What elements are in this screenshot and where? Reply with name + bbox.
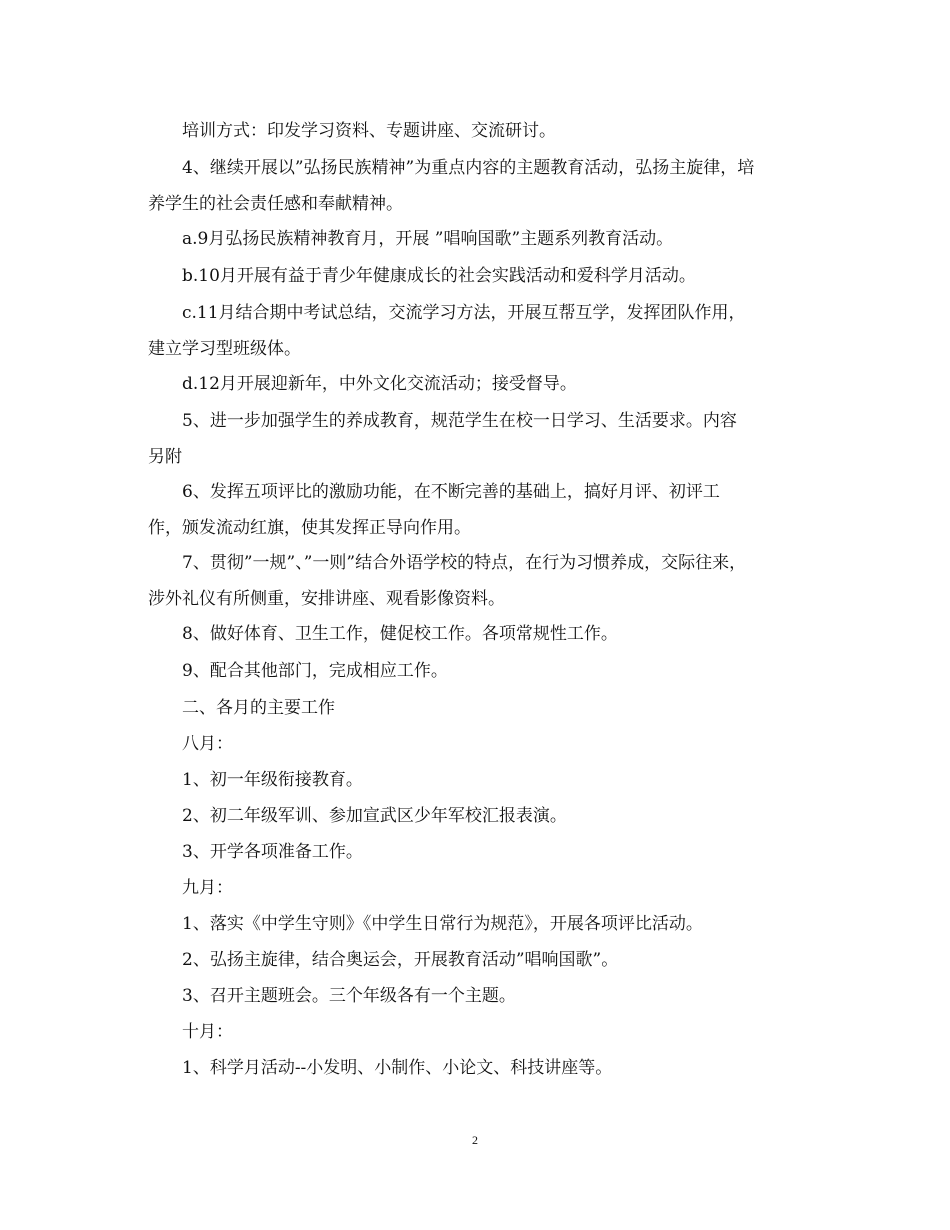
paragraph-line: 1、落实《中学生守则》《中学生日常行为规范》，开展各项评比活动。 — [182, 914, 703, 934]
paragraph-continuation-line: 另附 — [148, 447, 182, 467]
paragraph — [148, 690, 808, 726]
paragraph — [148, 870, 808, 906]
page-number: 2 — [472, 1133, 478, 1147]
paragraph — [148, 295, 808, 367]
paragraph-line: 7、贯彻”一规”、”一则”结合外语学校的特点，在行为习惯养成，交际往来， — [182, 553, 747, 573]
paragraph — [148, 616, 808, 652]
paragraph — [148, 1014, 808, 1050]
paragraph-continuation-line: 涉外礼仪有所侧重，安排讲座、观看影像资料。 — [148, 589, 505, 609]
paragraph-line: 九月： — [182, 878, 233, 898]
paragraph-line: 8、做好体育、卫生工作，健促校工作。各项常规性工作。 — [182, 624, 618, 644]
paragraph-line: 3、召开主题班会。三个年级各有一个主题。 — [182, 986, 516, 1006]
paragraph-line: 4、继续开展以”弘扬民族精神”为重点内容的主题教育活动，弘扬主旋律，培 — [182, 158, 755, 178]
paragraph — [148, 653, 808, 689]
paragraph-continuation-line: 养学生的社会责任感和奉献精神。 — [148, 194, 403, 214]
paragraph-line: 1、初一年级衔接教育。 — [182, 770, 363, 790]
paragraph — [148, 113, 808, 149]
paragraph-continuation-line: 作，颁发流动红旗，使其发挥正导向作用。 — [148, 518, 471, 538]
paragraph-line: 二、各月的主要工作 — [182, 698, 335, 718]
paragraph — [148, 834, 808, 870]
paragraph-line: 5、进一步加强学生的养成教育，规范学生在校一日学习、生活要求。内容 — [182, 411, 737, 431]
paragraph — [148, 366, 808, 402]
paragraph — [148, 906, 808, 942]
paragraph-line: 培训方式：印发学习资料、专题讲座、交流研讨。 — [182, 121, 556, 141]
paragraph-line: 3、开学各项准备工作。 — [182, 842, 363, 862]
paragraph — [148, 726, 808, 762]
paragraph-continuation-line: 建立学习型班级体。 — [148, 339, 301, 359]
paragraph-line: b.10月开展有益于青少年健康成长的社会实践活动和爱科学月活动。 — [182, 266, 696, 286]
paragraph — [148, 545, 808, 617]
paragraph-line: d.12月开展迎新年，中外文化交流活动；接受督导。 — [182, 374, 577, 394]
paragraph — [148, 474, 808, 546]
paragraph-line: 2、弘扬主旋律，结合奥运会，开展教育活动”唱响国歌”。 — [182, 950, 619, 970]
paragraph-line: 1、科学月活动--小发明、小制作、小论文、科技讲座等。 — [182, 1058, 613, 1078]
paragraph — [148, 403, 808, 475]
paragraph — [148, 798, 808, 834]
paragraph-line: 十月： — [182, 1022, 233, 1042]
paragraph — [148, 221, 808, 257]
paragraph — [148, 762, 808, 798]
paragraph-line: 9、配合其他部门，完成相应工作。 — [182, 661, 448, 681]
paragraph — [148, 258, 808, 294]
paragraph-line: 6、发挥五项评比的激励功能，在不断完善的基础上，搞好月评、初评工 — [182, 482, 720, 502]
paragraph-line: c.11月结合期中考试总结，交流学习方法，开展互帮互学，发挥团队作用， — [182, 303, 746, 323]
paragraph — [148, 978, 808, 1014]
paragraph-line: a.9月弘扬民族精神教育月，开展 ”唱响国歌”主题系列教育活动。 — [182, 229, 674, 249]
paragraph-line: 2、初二年级军训、参加宣武区少年军校汇报表演。 — [182, 806, 567, 826]
paragraph-line: 八月： — [182, 734, 233, 754]
paragraph — [148, 1050, 808, 1086]
paragraph — [148, 942, 808, 978]
paragraph — [148, 150, 808, 222]
